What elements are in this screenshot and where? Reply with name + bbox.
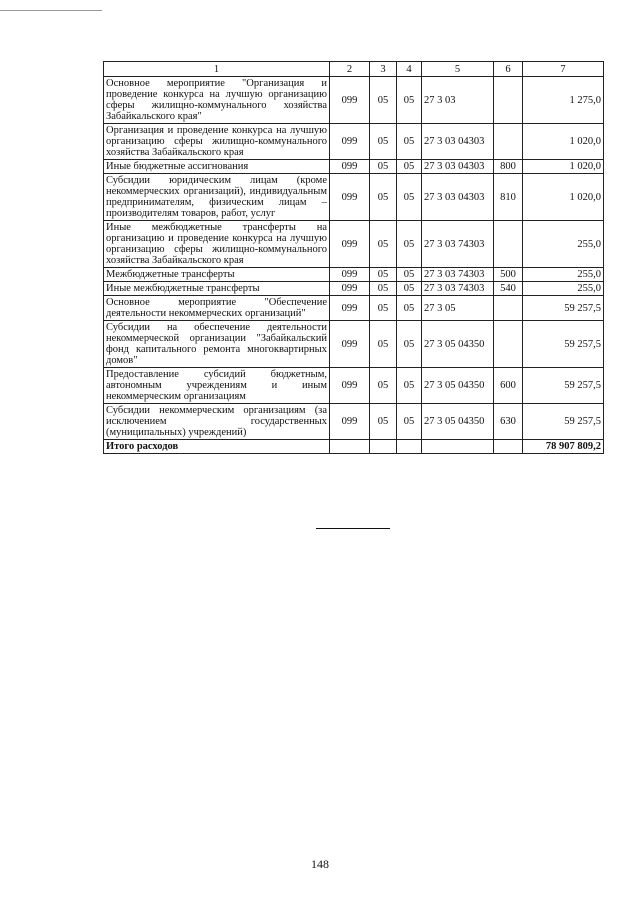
row-subsection: 05 <box>397 404 422 440</box>
row-name: Субсидии юридическим лицам (кроме некоммерческих организаций), индивидуальным предпринимателям, физическим лицам – производителям товаров, работ, услуг <box>104 174 330 221</box>
table-row <box>104 221 604 268</box>
row-name: Иные межбюджетные трансферты на организацию и проведение конкурса на лучшую организацию сферы жилищно-коммунального хозяйства Забайкальского края <box>104 221 330 268</box>
row-vr: 540 <box>494 282 523 296</box>
row-ministry: 099 <box>330 160 370 174</box>
row-name: Основное мероприятие "Организация и проведение конкурса на лучшую организацию сферы жилищно-коммунального хозяйства Забайкальского края" <box>104 77 330 124</box>
row-amount: 255,0 <box>523 221 604 268</box>
row-amount: 1 275,0 <box>523 77 604 124</box>
row-subsection: 05 <box>397 321 422 368</box>
row-name: Межбюджетные трансферты <box>104 268 330 282</box>
table-row <box>104 160 604 174</box>
row-section: 05 <box>370 268 397 282</box>
end-separator-line <box>316 528 390 529</box>
row-csr: 27 3 03 74303 <box>422 282 494 296</box>
row-ministry: 099 <box>330 174 370 221</box>
row-vr <box>494 124 523 160</box>
table-row <box>104 268 604 282</box>
row-amount: 59 257,5 <box>523 321 604 368</box>
header-col-5: 5 <box>422 62 494 77</box>
row-csr: 27 3 03 74303 <box>422 221 494 268</box>
row-csr: 27 3 03 74303 <box>422 268 494 282</box>
row-section: 05 <box>370 404 397 440</box>
table-row <box>104 77 604 124</box>
row-csr: 27 3 03 04303 <box>422 124 494 160</box>
total-empty-cell <box>397 440 422 454</box>
row-vr: 630 <box>494 404 523 440</box>
row-name: Иные межбюджетные трансферты <box>104 282 330 296</box>
row-amount: 255,0 <box>523 282 604 296</box>
header-col-7: 7 <box>523 62 604 77</box>
total-empty-cell <box>422 440 494 454</box>
table-row <box>104 368 604 404</box>
table-header-row <box>104 62 604 77</box>
row-ministry: 099 <box>330 282 370 296</box>
row-vr <box>494 221 523 268</box>
row-csr: 27 3 03 04303 <box>422 160 494 174</box>
row-section: 05 <box>370 174 397 221</box>
row-vr: 500 <box>494 268 523 282</box>
row-name: Организация и проведение конкурса на лучшую организацию сферы жилищно-коммунального хозяйства Забайкальского края <box>104 124 330 160</box>
table-row <box>104 404 604 440</box>
expenditure-table <box>103 61 604 454</box>
row-name: Основное мероприятие "Обеспечение деятельности некоммерческих организаций" <box>104 296 330 321</box>
row-vr: 810 <box>494 174 523 221</box>
row-subsection: 05 <box>397 77 422 124</box>
row-vr <box>494 77 523 124</box>
row-subsection: 05 <box>397 124 422 160</box>
row-csr: 27 3 05 <box>422 296 494 321</box>
total-empty-cell <box>330 440 370 454</box>
row-name: Субсидии на обеспечение деятельности некоммерческой организации "Забайкальский фонд капитального ремонта многоквартирных домов" <box>104 321 330 368</box>
row-section: 05 <box>370 77 397 124</box>
row-amount: 255,0 <box>523 268 604 282</box>
scan-edge-line <box>0 10 102 11</box>
table-row <box>104 296 604 321</box>
row-section: 05 <box>370 221 397 268</box>
row-section: 05 <box>370 321 397 368</box>
row-subsection: 05 <box>397 368 422 404</box>
total-empty-cell <box>370 440 397 454</box>
row-section: 05 <box>370 282 397 296</box>
total-amount: 78 907 809,2 <box>523 440 604 454</box>
row-amount: 1 020,0 <box>523 174 604 221</box>
page-number: 148 <box>311 857 329 871</box>
row-subsection: 05 <box>397 282 422 296</box>
row-vr: 600 <box>494 368 523 404</box>
row-ministry: 099 <box>330 268 370 282</box>
row-subsection: 05 <box>397 174 422 221</box>
row-vr <box>494 321 523 368</box>
row-name: Иные бюджетные ассигнования <box>104 160 330 174</box>
row-subsection: 05 <box>397 160 422 174</box>
row-ministry: 099 <box>330 221 370 268</box>
row-section: 05 <box>370 124 397 160</box>
row-ministry: 099 <box>330 77 370 124</box>
row-subsection: 05 <box>397 268 422 282</box>
total-row <box>104 440 604 454</box>
row-name: Предоставление субсидий бюджетным, автономным учреждениям и иным некоммерческим организациям <box>104 368 330 404</box>
row-ministry: 099 <box>330 368 370 404</box>
row-vr <box>494 296 523 321</box>
row-section: 05 <box>370 160 397 174</box>
row-section: 05 <box>370 296 397 321</box>
row-amount: 59 257,5 <box>523 404 604 440</box>
header-col-1: 1 <box>104 62 330 77</box>
header-col-2: 2 <box>330 62 370 77</box>
row-ministry: 099 <box>330 296 370 321</box>
row-ministry: 099 <box>330 124 370 160</box>
header-col-6: 6 <box>494 62 523 77</box>
header-col-3: 3 <box>370 62 397 77</box>
row-csr: 27 3 05 04350 <box>422 404 494 440</box>
table-row <box>104 174 604 221</box>
row-csr: 27 3 05 04350 <box>422 368 494 404</box>
table-row <box>104 282 604 296</box>
row-vr: 800 <box>494 160 523 174</box>
row-csr: 27 3 05 04350 <box>422 321 494 368</box>
row-amount: 59 257,5 <box>523 296 604 321</box>
row-section: 05 <box>370 368 397 404</box>
row-name: Субсидии некоммерческим организациям (за исключением государственных (муниципальных) учреждений) <box>104 404 330 440</box>
row-ministry: 099 <box>330 404 370 440</box>
row-ministry: 099 <box>330 321 370 368</box>
row-subsection: 05 <box>397 296 422 321</box>
row-csr: 27 3 03 04303 <box>422 174 494 221</box>
total-empty-cell <box>494 440 523 454</box>
row-amount: 1 020,0 <box>523 124 604 160</box>
header-col-4: 4 <box>397 62 422 77</box>
row-amount: 59 257,5 <box>523 368 604 404</box>
row-amount: 1 020,0 <box>523 160 604 174</box>
total-label: Итого расходов <box>104 440 330 454</box>
row-subsection: 05 <box>397 221 422 268</box>
row-csr: 27 3 03 <box>422 77 494 124</box>
table-row <box>104 124 604 160</box>
table-row <box>104 321 604 368</box>
